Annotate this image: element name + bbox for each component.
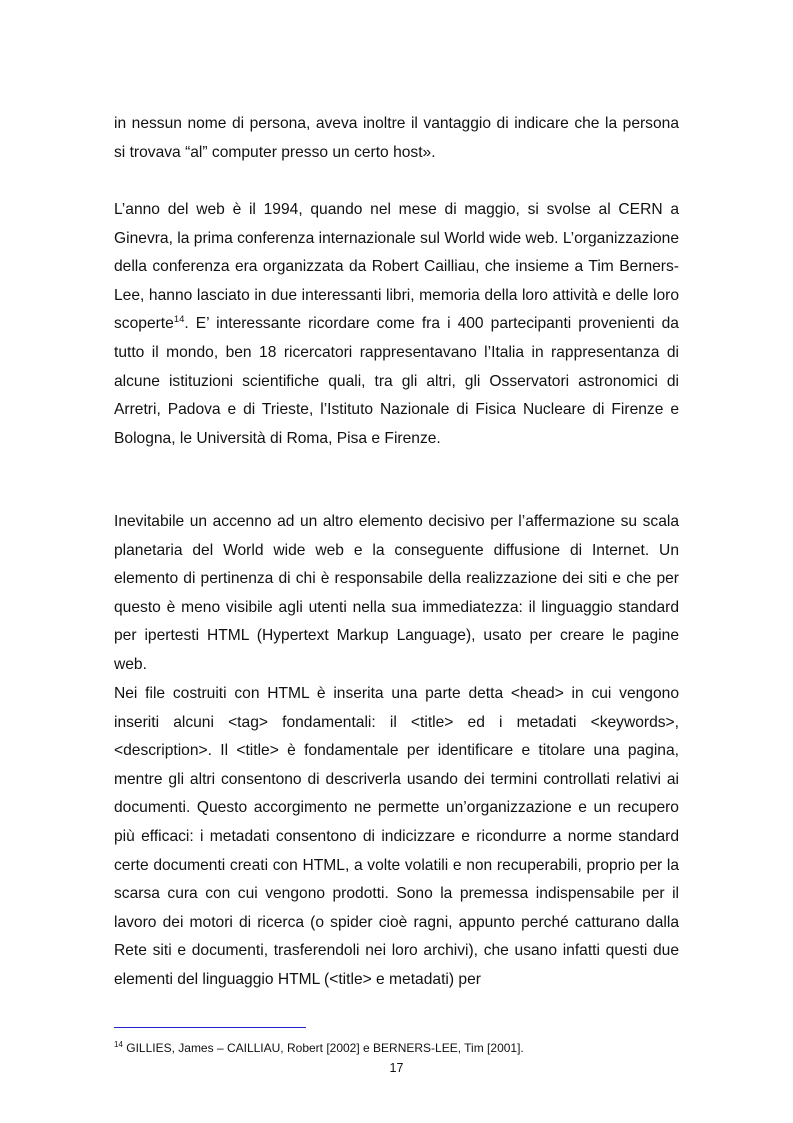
footnote xyxy=(114,1040,679,1056)
paragraph-text-end: . E’ interessante ricordare come fra i 400 partecipanti provenienti da tutto il mondo, ben 18 ricercatori rappresentavano l’Italia in rappresentanza di alcune istituzioni scientifiche quali, tra gli altri, gli Osservatori astronomici di Arretri, Padova e di Trieste, l’Istituto Nazionale di Fisica Nucleare di Firenze e Bologna, le Università di Roma, Pisa e Firenze. xyxy=(114,315,679,447)
footnote-reference[interactable]: 14 xyxy=(173,314,185,326)
paragraph-html-head-metadata: Nei file costruiti con HTML è inserita una parte detta <head> in cui vengono inseriti alcuni <tag> fondamentali: il <title> ed i metadati <keywords>, <description>. Il <title> è fondamentale per identificare e titolare una pagina, mentre gli altri consentono di descriverla usando dei termini controllati relativi ai documenti. Questo accorgimento ne permette un’organizzazione e un recupero più efficaci: i metadati consentono di indicizzare e ricondurre a norme standard certe documenti creati con HTML, a volte volatili e non recuperabili, proprio per la scarsa cura con cui vengono prodotti. Sono la premessa indispensabile per il lavoro dei motori di ricerca (o spider cioè ragni, appunto perché catturano dalla Rete siti e documenti, trasferendoli nei loro archivi), che usano infatti questi due elementi del linguaggio HTML (<title> e metadati) per xyxy=(114,685,679,988)
footnote-separator xyxy=(114,1027,306,1028)
paragraph-email-host: in nessun nome di persona, aveva inoltre il vantaggio di indicare che la persona si trovava “al” computer presso un certo host». xyxy=(114,115,679,161)
footnote-number: 14 xyxy=(114,1040,123,1049)
paragraph-web-year-1994 xyxy=(114,196,679,453)
paragraph-html-intro: Inevitabile un accenno ad un altro elemento decisivo per l’affermazione su scala planetaria del World wide web e la conseguente diffusione di Internet. Un elemento di pertinenza di chi è responsabile della realizzazione dei siti e che per questo è meno visibile agli utenti nella sua immediatezza: il linguaggio standard per ipertesti HTML (Hypertext Markup Language), usato per creare le pagine web. xyxy=(114,513,679,673)
paragraph-text-start: L’anno del web è il 1994, quando nel mese di maggio, si svolse al CERN a Ginevra, la prima conferenza internazionale sul World wide web. L’organizzazione della conferenza era organizzata da Robert Cailliau, che insieme a Tim Berners-Lee, hanno lasciato in due interessanti libri, memoria della loro attività e delle loro scoperte xyxy=(114,201,679,333)
footnote-text: GILLIES, James – CAILLIAU, Robert [2002] e BERNERS-LEE, Tim [2001]. xyxy=(122,1041,524,1055)
page-number: 17 xyxy=(389,1061,404,1075)
